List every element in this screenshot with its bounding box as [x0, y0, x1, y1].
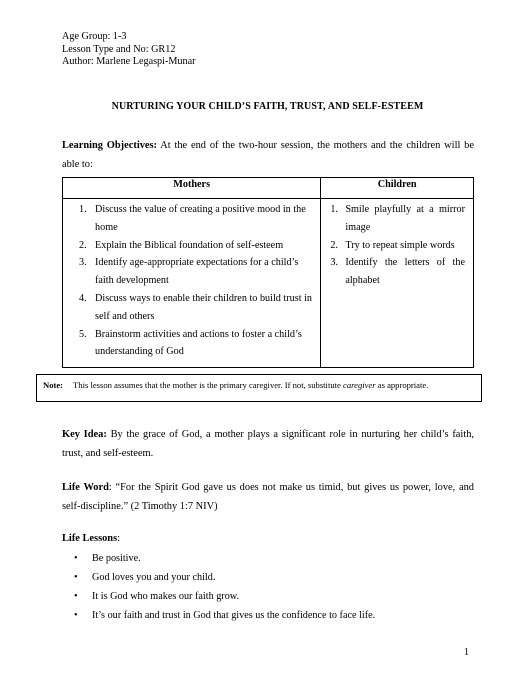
children-list [321, 201, 473, 290]
table-header-row [63, 178, 474, 199]
life-word-label: Life Word [62, 482, 109, 493]
key-idea-label: Key Idea: [62, 429, 107, 440]
lesson-text: Be positive. [92, 553, 141, 564]
lesson-text: God loves you and your child. [92, 572, 216, 583]
item-number: 3. [330, 257, 338, 269]
list-item [63, 201, 320, 237]
lesson-type: Lesson Type and No: GR12 [62, 43, 176, 55]
children-header: Children [321, 178, 474, 199]
item-text: Discuss ways to enable their children to build trust in self and others [95, 292, 313, 322]
item-text: Identify the letters of the alphabet [345, 257, 465, 287]
children-cell [321, 199, 474, 368]
list-item [321, 254, 473, 290]
item-text: Smile playfully at a mirror image [345, 204, 465, 233]
bullet-icon: • [74, 591, 78, 602]
life-lessons-label: Life Lessons [62, 533, 118, 544]
note-text: This lesson assumes that the mother is the primary caregiver. If not, substitute [73, 380, 341, 390]
item-text: Explain the Biblical foundation of self-esteem [95, 239, 284, 251]
list-item [62, 606, 375, 625]
page-title: NURTURING YOUR CHILD’S FAITH, TRUST, AND SELF-ESTEEM [111, 101, 424, 112]
life-word-text: : “For the Spirit God gave us does not make us timid, but gives us power, love, and self-discipline.” (2 Timothy 1:7 NIV) [62, 482, 474, 512]
mothers-list [63, 201, 320, 361]
objectives-table [62, 177, 474, 368]
list-item [321, 237, 473, 255]
bullet-icon: • [74, 572, 78, 583]
lesson-text: It is God who makes our faith grow. [92, 591, 240, 602]
document-header [62, 31, 196, 69]
objectives-label: Learning Objectives: [62, 140, 158, 151]
list-item [62, 587, 375, 606]
life-lessons-title [62, 533, 120, 544]
mothers-cell [63, 199, 321, 368]
item-text: Identify age-appropriate expectations for a child’s faith development [95, 257, 299, 287]
life-word [62, 478, 474, 516]
bullet-icon: • [74, 610, 78, 621]
list-item [62, 549, 375, 568]
item-text: Discuss the value of creating a positive mood in the home [95, 204, 306, 233]
key-idea [62, 425, 474, 463]
note-italic: caregiver [343, 380, 376, 390]
item-number: 1. [330, 204, 338, 215]
table-row [63, 199, 474, 368]
list-item [62, 568, 375, 587]
note-box [36, 374, 482, 402]
list-item [63, 254, 320, 290]
item-number: 5. [79, 328, 87, 340]
key-idea-text: By the grace of God, a mother plays a significant role in nurturing her child’s faith, trust, and self-esteem. [62, 429, 474, 459]
item-number: 2. [330, 239, 338, 251]
page-number: 1 [464, 647, 469, 658]
item-text: Brainstorm activities and actions to foster a child’s understanding of God [95, 328, 302, 358]
item-text: Try to repeat simple words [345, 239, 455, 251]
age-group: Age Group: 1-3 [62, 31, 127, 42]
lesson-text: It’s our faith and trust in God that gives us the confidence to face life. [92, 610, 376, 621]
author: Author: Marlene Legaspi-Munar [62, 56, 196, 67]
mothers-header: Mothers [63, 178, 321, 199]
list-item [63, 290, 320, 326]
list-item [63, 237, 320, 255]
learning-objectives [62, 136, 474, 174]
bullet-icon: • [74, 553, 78, 564]
item-number: 4. [79, 292, 87, 304]
item-number: 3. [79, 257, 87, 269]
item-number: 2. [79, 239, 87, 251]
item-number: 1. [79, 204, 87, 215]
note-text-end: as appropriate. [377, 380, 429, 390]
life-lessons-colon: : [117, 533, 121, 544]
list-item [63, 326, 320, 362]
life-lessons-list [62, 549, 375, 625]
objectives-text: At the end of the two-hour session, the mothers and the children will be able to: [62, 140, 474, 170]
list-item [321, 201, 473, 237]
note-label: Note: [43, 380, 64, 390]
